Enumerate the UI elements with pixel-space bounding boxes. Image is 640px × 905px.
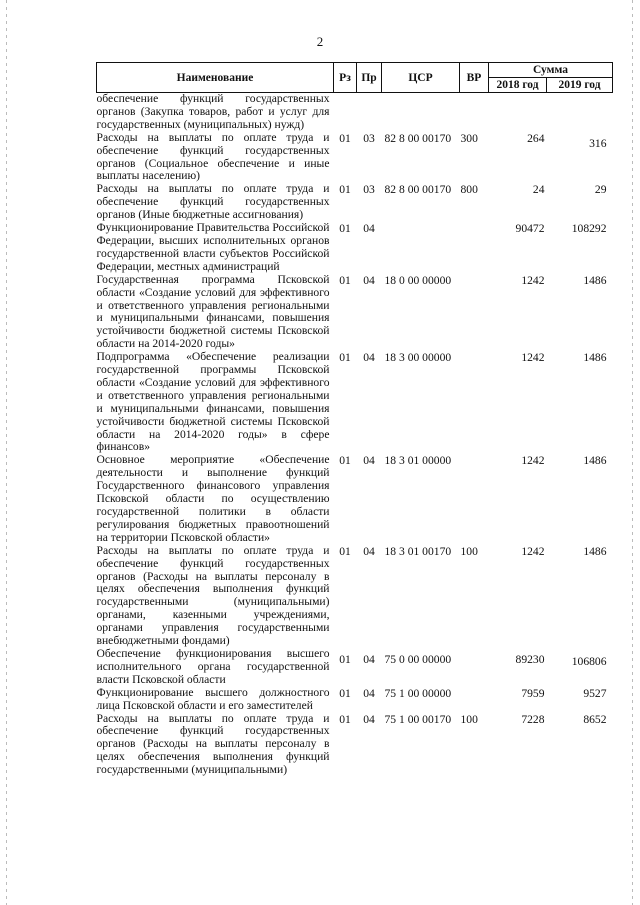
table-row: [97, 351, 613, 454]
row-name: обеспечение функций государственных органов (Закупка товаров, работ и услуг для государственных (муниципальных) нужд): [96, 92, 330, 131]
row-sum-2019: 108292: [571, 222, 607, 236]
table-row: [97, 687, 613, 713]
table-row: [97, 93, 613, 132]
row-sum-2018: 264: [527, 131, 545, 145]
row-name: Расходы на выплаты по оплате труда и обеспечение функций государственных органов (Расходы на выплаты персоналу в целях обеспечения выполнения функций государственными (муниципальными) органами, казенными учреждениями, органами управления государственными внебюджетными фондами): [96, 543, 330, 648]
row-rz: 01: [339, 222, 351, 236]
table-header: [97, 63, 613, 93]
row-sum-2019: 1486: [583, 351, 607, 365]
scan-edge-right: [632, 0, 633, 905]
row-rz: 01: [339, 351, 351, 365]
row-name: Государственная программа Псковской области «Создание условий для эффективного и ответственного управления региональными и муниципальными финансами, повышения устойчивости бюджетной системы Псковской области на 2014-2020 годы»: [96, 272, 330, 351]
row-pr: [357, 93, 382, 132]
row-pr: 04: [363, 712, 375, 726]
row-sum-2019: 316: [589, 136, 607, 150]
row-rz: 01: [339, 454, 351, 468]
row-name: Подпрограмма «Обеспечение реализации государственной программы Псковской области «Создание условий для эффективного и ответственного управления региональными и муниципальными финансами, повышения устойчивости бюджетной системы Псковской области на 2014-2020 годы» в сфере финансов»: [96, 350, 330, 454]
row-csr: 75 0 00 00000: [384, 652, 452, 666]
row-vr: [460, 274, 489, 351]
row-sum-2018: 1242: [521, 351, 545, 365]
header-vr: ВР: [460, 63, 489, 93]
header-sum: Сумма: [489, 63, 613, 78]
row-vr: [460, 687, 489, 713]
header-csr: ЦСР: [382, 63, 460, 93]
budget-table: [96, 62, 613, 777]
row-sum-2019: 9527: [583, 686, 607, 700]
row-name: Расходы на выплаты по оплате труда и обеспечение функций государственных органов (Иные бюджетные ассигнования): [96, 182, 330, 222]
header-rz: Рз: [334, 63, 357, 93]
row-vr: 800: [460, 183, 478, 197]
row-rz: 01: [339, 131, 351, 145]
row-csr: 82 8 00 00170: [384, 131, 452, 145]
row-rz: 01: [339, 652, 351, 666]
row-name: Расходы на выплаты по оплате труда и обеспечение функций государственных органов (Социальное обеспечение и иные выплаты населению): [96, 130, 330, 183]
row-vr: [460, 93, 489, 132]
row-rz: 01: [339, 273, 351, 287]
table-row: [97, 454, 613, 544]
table-row: [97, 132, 613, 184]
row-name: Расходы на выплаты по оплате труда и обеспечение функций государственных органов (Расходы на выплаты персоналу в целях обеспечения выполнения функций государственными (муниципальными): [96, 711, 330, 777]
row-pr: 04: [363, 222, 375, 236]
row-rz: [334, 93, 357, 132]
row-sum-2018: 90472: [515, 222, 545, 236]
row-vr: [460, 222, 489, 274]
row-sum-2019: 8652: [583, 712, 607, 726]
row-pr: 04: [363, 544, 375, 558]
row-name: Функционирование Правительства Российской Федерации, высших исполнительных органов государственной власти субъектов Российской Федерации, местных администраций: [96, 221, 330, 273]
row-sum-2019: 1486: [583, 544, 607, 558]
row-name: Обеспечение функционирования высшего исполнительного органа государственной власти Псковской области: [96, 646, 330, 686]
row-vr: 100: [460, 544, 478, 558]
row-pr: 04: [363, 351, 375, 365]
row-name: Функционирование высшего должностного лица Псковской области и его заместителей: [96, 685, 330, 712]
row-pr: 04: [363, 273, 375, 287]
row-csr: [382, 222, 460, 274]
row-csr: 18 3 01 00170: [384, 544, 452, 558]
row-pr: 03: [363, 183, 375, 197]
table-row: [97, 648, 613, 687]
row-name: Основное мероприятие «Обеспечение деятельности и выполнение функций Государственного финансового управления Псковской области по осуществлению государственной политики в области регулирования бюджетных правоотношений на территории Псковской области»: [96, 453, 330, 544]
row-sum-2018: 1242: [521, 454, 545, 468]
row-vr: 100: [460, 712, 478, 726]
row-sum-2018: 7228: [521, 712, 545, 726]
row-rz: 01: [339, 183, 351, 197]
row-sum-2019: [547, 93, 613, 132]
row-sum-2018: [489, 93, 547, 132]
row-pr: 04: [363, 686, 375, 700]
table-row: [97, 713, 613, 778]
row-vr: [460, 648, 489, 687]
row-sum-2019: 1486: [583, 273, 607, 287]
row-sum-2018: 1242: [521, 273, 545, 287]
table-row: [97, 545, 613, 648]
row-csr: 18 0 00 00000: [384, 273, 452, 287]
row-rz: 01: [339, 686, 351, 700]
table-row: [97, 274, 613, 351]
header-pr: Пр: [357, 63, 382, 93]
row-csr: 75 1 00 00170: [384, 712, 452, 726]
header-year-2018: 2018 год: [489, 78, 547, 93]
row-vr: [460, 454, 489, 544]
row-sum-2019: 29: [594, 183, 607, 197]
scan-edge-left: [6, 0, 7, 905]
row-sum-2018: 7959: [521, 686, 545, 700]
header-name: Наименование: [97, 63, 334, 93]
row-vr: [460, 351, 489, 454]
row-vr: 300: [460, 131, 478, 145]
row-sum-2019: 106806: [571, 654, 607, 668]
row-sum-2019: 1486: [583, 454, 607, 468]
row-csr: 82 8 00 00170: [384, 183, 452, 197]
row-pr: 04: [363, 454, 375, 468]
page-number: 2: [316, 34, 324, 49]
table-row: [97, 183, 613, 222]
row-rz: 01: [339, 544, 351, 558]
row-sum-2018: 1242: [521, 544, 545, 558]
row-pr: 04: [363, 652, 375, 666]
header-year-2019: 2019 год: [547, 78, 613, 93]
table-row: [97, 222, 613, 274]
row-sum-2018: 24: [532, 183, 545, 197]
row-csr: [382, 93, 460, 132]
row-csr: 18 3 00 00000: [384, 351, 452, 365]
row-sum-2018: 89230: [515, 652, 545, 666]
row-csr: 18 3 01 00000: [384, 454, 452, 468]
row-pr: 03: [363, 131, 375, 145]
row-csr: 75 1 00 00000: [384, 686, 452, 700]
row-rz: 01: [339, 712, 351, 726]
